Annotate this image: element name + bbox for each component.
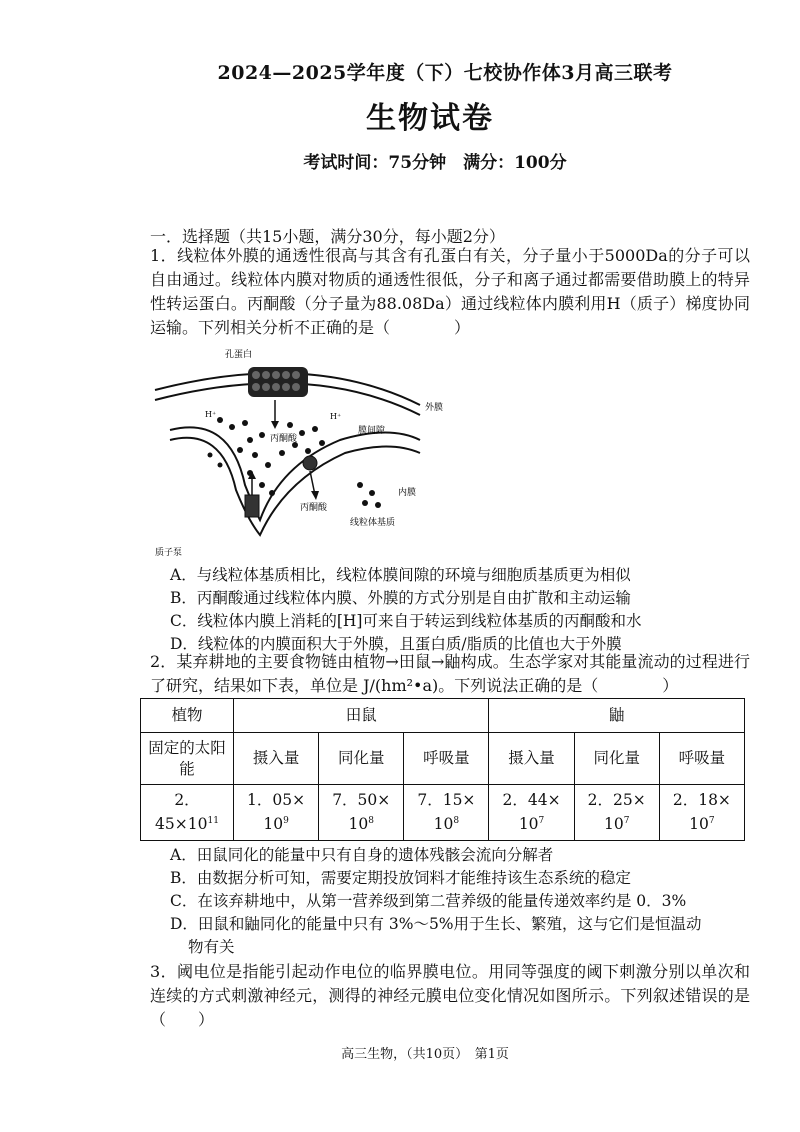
table-cell-plant-energy: 2．$45\times 10^{11}$ bbox=[141, 785, 234, 841]
label-inner-membrane: 内膜 bbox=[398, 488, 417, 498]
table-sub-intake-weasel: 摄入量 bbox=[489, 733, 574, 785]
table-cell: 1．05× $10^9$ bbox=[234, 785, 319, 841]
q2-option-d-cont: 物有关 bbox=[188, 938, 235, 956]
q1-option-a: A．与线粒体基质相比，线粒体膜间隙的环境与细胞质基质更为相似 bbox=[170, 566, 631, 584]
label-outer-membrane: 外膜 bbox=[425, 403, 444, 413]
table-cell: 7．50× $10^8$ bbox=[319, 785, 404, 841]
table-sub-plant: 固定的太阳能 bbox=[141, 733, 234, 785]
table-cell: 2．44× $10^7$ bbox=[489, 785, 574, 841]
mitochondria-figure bbox=[150, 345, 470, 560]
q2-option-d: D．田鼠和鼬同化的能量中只有 3%～5%用于生长、繁殖，这与它们是恒温动 bbox=[170, 915, 702, 933]
question-1-stem: 1．线粒体外膜的通透性很高与其含有孔蛋白有关，分子量小于5000Da的分子可以自由通过。线粒体内膜对物质的通透性很低，分子和离子通过都需要借助膜上的特异性转运蛋白。丙酮酸（分子量为88.08Da）通过线粒体内膜利用H（质子）梯度协同运输。下列相关分析不正确的是（ ） bbox=[150, 246, 750, 337]
label-pyruvate-bottom: 丙酮酸 bbox=[300, 503, 328, 513]
page-footer: 高三生物，（共10页） 第1页 bbox=[341, 1047, 509, 1062]
table-header-mouse: 田鼠 bbox=[234, 699, 489, 733]
q2-option-a: A．田鼠同化的能量中只有自身的遗体残骸会流向分解者 bbox=[170, 846, 554, 864]
q1-option-d: D．线粒体的内膜面积大于外膜，且蛋白质/脂质的比值也大于外膜 bbox=[170, 635, 622, 653]
page-title: 生物试卷 bbox=[366, 101, 494, 136]
porin-shape bbox=[248, 367, 308, 397]
label-intermembrane: 膜间隙 bbox=[358, 426, 386, 436]
q2-option-b: B．由数据分析可知，需要定期投放饲料才能维持该生态系统的稳定 bbox=[170, 869, 631, 887]
exam-line: 2024—2025学年度（下）七校协作体3月高三联考 bbox=[217, 62, 673, 84]
exam-header bbox=[0, 58, 800, 85]
label-proton-pump: 质子泵 bbox=[155, 548, 183, 558]
energy-table bbox=[140, 698, 745, 841]
section-title: 一．选择题（共15小题，满分30分，每小题2分） bbox=[150, 227, 505, 246]
question-2-stem: 2．某弃耕地的主要食物链由植物→田鼠→鼬构成。生态学家对其能量流动的过程进行了研究，结果如下表，单位是 J/(hm²•a)。下列说法正确的是（ ） bbox=[150, 652, 750, 695]
q1-option-c: C．线粒体内膜上消耗的[H]可来自于转运到线粒体基质的丙酮酸和水 bbox=[170, 612, 642, 630]
table-sub-resp-mouse: 呼吸量 bbox=[404, 733, 489, 785]
table-header-plant: 植物 bbox=[141, 699, 234, 733]
table-cell: 7．15× $10^8$ bbox=[404, 785, 489, 841]
label-h-left: H⁺ bbox=[205, 410, 217, 419]
label-porin: 孔蛋白 bbox=[225, 350, 253, 360]
q1-option-b: B．丙酮酸通过线粒体内膜、外膜的方式分别是自由扩散和主动运输 bbox=[170, 589, 631, 607]
table-sub-resp-weasel: 呼吸量 bbox=[659, 733, 744, 785]
table-sub-intake-mouse: 摄入量 bbox=[234, 733, 319, 785]
exam-info: 考试时间：75分钟 满分：100分 bbox=[303, 153, 567, 173]
table-sub-assim-mouse: 同化量 bbox=[319, 733, 404, 785]
table-header-weasel: 鼬 bbox=[489, 699, 745, 733]
table-sub-assim-weasel: 同化量 bbox=[574, 733, 659, 785]
label-matrix: 线粒体基质 bbox=[350, 518, 396, 528]
molecule-dots bbox=[208, 417, 382, 508]
q2-option-c: C．在该弃耕地中，从第一营养级到第二营养级的能量传递效率约是 0．3% bbox=[170, 892, 687, 910]
table-cell: 2．25× $10^7$ bbox=[574, 785, 659, 841]
question-3-stem: 3．阈电位是指能引起动作电位的临界膜电位。用同等强度的阈下刺激分别以单次和连续的方式刺激神经元，测得的神经元膜电位变化情况如图所示。下列叙述错误的是（ ） bbox=[150, 962, 750, 1029]
label-h-right: H⁺ bbox=[330, 412, 342, 421]
table-cell: 2．18× $10^7$ bbox=[659, 785, 744, 841]
label-pyruvate-top: 丙酮酸 bbox=[270, 434, 298, 444]
